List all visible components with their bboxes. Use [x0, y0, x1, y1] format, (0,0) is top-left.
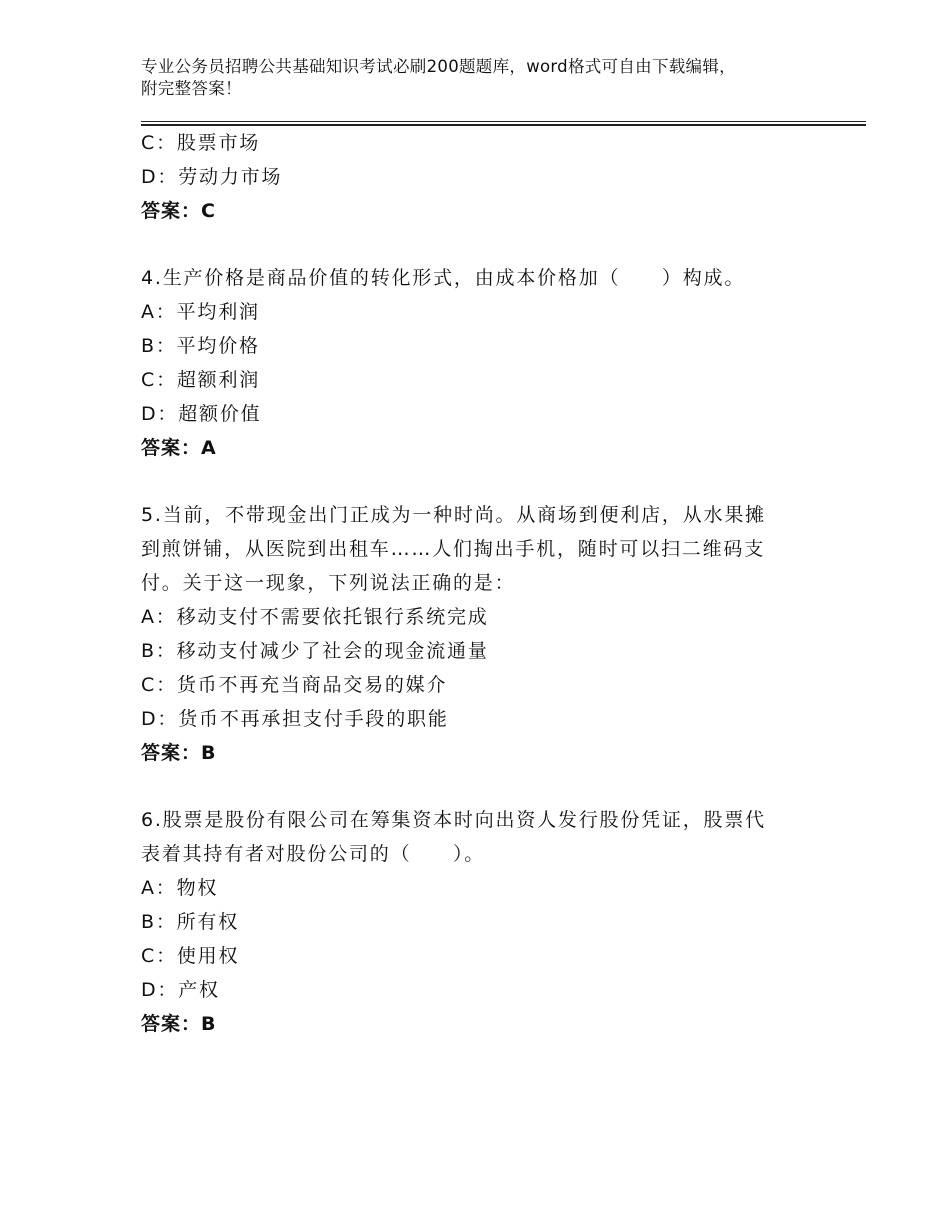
answer-label: 答案：A — [141, 437, 217, 459]
header-line-2: 附完整答案！ — [141, 79, 242, 98]
question-list — [141, 126, 811, 1041]
option-b: B：平均价格 — [141, 335, 260, 357]
page-header — [141, 56, 861, 100]
question-4 — [141, 261, 811, 465]
question-stem-line-3: 付。关于这一现象，下列说法正确的是： — [141, 572, 516, 594]
question-stem-line-2: 到煎饼铺，从医院到出租车……人们掏出手机，随时可以扫二维码支 — [141, 538, 766, 560]
option-d: D：超额价值 — [141, 403, 262, 425]
option-d: D：产权 — [141, 979, 220, 1001]
option-d: D：劳动力市场 — [141, 166, 283, 188]
question-stem-line-1: 5.当前，不带现金出门正成为一种时尚。从商场到便利店，从水果摊 — [141, 504, 766, 526]
option-c: C：货币不再充当商品交易的媒介 — [141, 674, 448, 696]
option-c: C：超额利润 — [141, 369, 261, 391]
question-stem-line-1: 6.股票是股份有限公司在筹集资本时向出资人发行股份凭证，股票代 — [141, 809, 766, 831]
header-line-1: 专业公务员招聘公共基础知识考试必刷200题题库，word格式可自由下载编辑， — [141, 57, 736, 76]
answer-label: 答案：B — [141, 1013, 217, 1035]
question-stem: 4.生产价格是商品价值的转化形式，由成本价格加（ ）构成。 — [141, 267, 746, 289]
question-5 — [141, 498, 811, 770]
question-6 — [141, 803, 811, 1041]
option-b: B：所有权 — [141, 911, 240, 933]
option-a: A：物权 — [141, 877, 219, 899]
option-b: B：移动支付减少了社会的现金流通量 — [141, 640, 489, 662]
question-stem-line-2: 表着其持有者对股份公司的（ ）。 — [141, 843, 486, 865]
option-c: C：股票市场 — [141, 132, 261, 154]
question-3 — [141, 126, 811, 228]
option-a: A：平均利润 — [141, 301, 260, 323]
option-c: C：使用权 — [141, 945, 240, 967]
answer-label: 答案：C — [141, 200, 216, 222]
answer-label: 答案：B — [141, 742, 217, 764]
option-a: A：移动支付不需要依托银行系统完成 — [141, 606, 489, 628]
option-d: D：货币不再承担支付手段的职能 — [141, 708, 449, 730]
